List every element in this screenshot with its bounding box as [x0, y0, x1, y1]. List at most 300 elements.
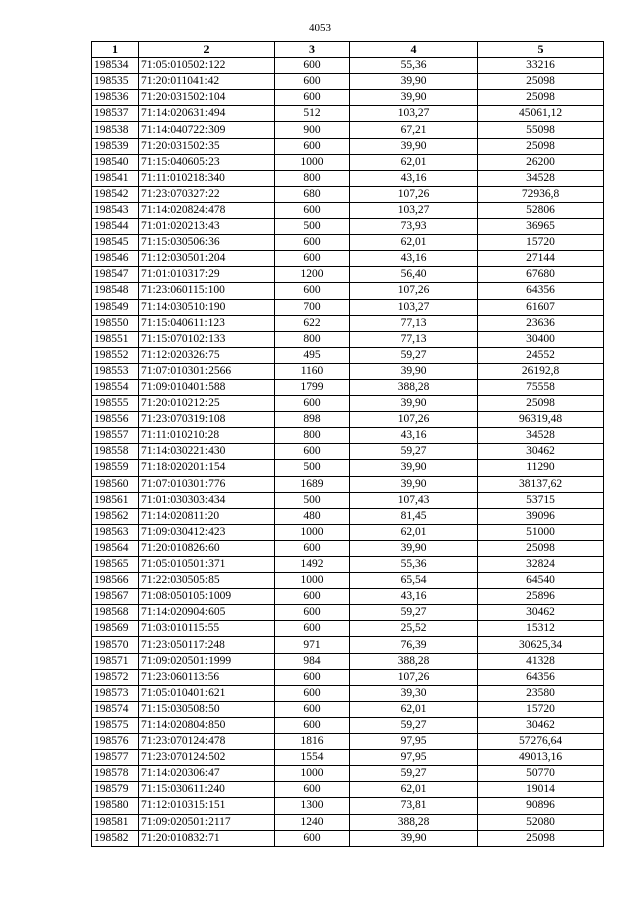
area-cell: 700 — [275, 299, 350, 315]
area-cell: 1300 — [275, 798, 350, 814]
table-row — [92, 782, 604, 798]
area-cell: 680 — [275, 186, 350, 202]
row-number-cell: 198556 — [92, 412, 139, 428]
cadastral-number-cell: 71:18:020201:154 — [139, 460, 275, 476]
area-cell: 600 — [275, 701, 350, 717]
row-number-cell: 198534 — [92, 58, 139, 74]
value-cell: 72936,8 — [478, 186, 604, 202]
cadastral-number-cell: 71:09:020501:2117 — [139, 814, 275, 830]
row-number-cell: 198555 — [92, 396, 139, 412]
cadastral-number-cell: 71:23:060115:100 — [139, 283, 275, 299]
table-row — [92, 299, 604, 315]
rate-cell: 107,26 — [350, 669, 478, 685]
row-number-cell: 198548 — [92, 283, 139, 299]
table-row — [92, 170, 604, 186]
rate-cell: 107,43 — [350, 492, 478, 508]
area-cell: 480 — [275, 508, 350, 524]
table-row — [92, 573, 604, 589]
table-row — [92, 798, 604, 814]
area-cell: 600 — [275, 621, 350, 637]
area-cell: 600 — [275, 605, 350, 621]
row-number-cell: 198552 — [92, 347, 139, 363]
area-cell: 1000 — [275, 573, 350, 589]
value-cell: 50770 — [478, 766, 604, 782]
row-number-cell: 198571 — [92, 653, 139, 669]
row-number-cell: 198558 — [92, 444, 139, 460]
area-cell: 600 — [275, 685, 350, 701]
table-row — [92, 830, 604, 846]
table-row — [92, 444, 604, 460]
value-cell: 30400 — [478, 331, 604, 347]
row-number-cell: 198557 — [92, 428, 139, 444]
value-cell: 19014 — [478, 782, 604, 798]
row-number-cell: 198560 — [92, 476, 139, 492]
value-cell: 96319,48 — [478, 412, 604, 428]
register-table — [91, 41, 604, 847]
table-row — [92, 621, 604, 637]
table-row — [92, 717, 604, 733]
cadastral-number-cell: 71:23:050117:248 — [139, 637, 275, 653]
rate-cell: 65,54 — [350, 573, 478, 589]
value-cell: 23636 — [478, 315, 604, 331]
rate-cell: 62,01 — [350, 782, 478, 798]
cadastral-number-cell: 71:14:040722:309 — [139, 122, 275, 138]
row-number-cell: 198578 — [92, 766, 139, 782]
table-row — [92, 219, 604, 235]
cadastral-number-cell: 71:15:030508:50 — [139, 701, 275, 717]
table-row — [92, 251, 604, 267]
cadastral-number-cell: 71:15:040605:23 — [139, 154, 275, 170]
rate-cell: 59,27 — [350, 766, 478, 782]
area-cell: 1816 — [275, 734, 350, 750]
table-row — [92, 685, 604, 701]
cadastral-number-cell: 71:05:010501:371 — [139, 557, 275, 573]
value-cell: 64356 — [478, 283, 604, 299]
table-row — [92, 379, 604, 395]
cadastral-number-cell: 71:15:030506:36 — [139, 235, 275, 251]
value-cell: 15720 — [478, 701, 604, 717]
cadastral-number-cell: 71:14:020306:47 — [139, 766, 275, 782]
rate-cell: 103,27 — [350, 106, 478, 122]
rate-cell: 59,27 — [350, 605, 478, 621]
column-header-3: 3 — [275, 42, 350, 58]
column-header-2: 2 — [139, 42, 275, 58]
row-number-cell: 198564 — [92, 540, 139, 556]
value-cell: 25098 — [478, 74, 604, 90]
row-number-cell: 198579 — [92, 782, 139, 798]
cadastral-number-cell: 71:14:020904:605 — [139, 605, 275, 621]
value-cell: 34528 — [478, 170, 604, 186]
rate-cell: 39,90 — [350, 74, 478, 90]
cadastral-number-cell: 71:01:030303:434 — [139, 492, 275, 508]
value-cell: 30462 — [478, 444, 604, 460]
table-row — [92, 283, 604, 299]
area-cell: 500 — [275, 219, 350, 235]
cadastral-number-cell: 71:14:020824:478 — [139, 202, 275, 218]
row-number-cell: 198581 — [92, 814, 139, 830]
area-cell: 600 — [275, 830, 350, 846]
area-cell: 600 — [275, 396, 350, 412]
row-number-cell: 198573 — [92, 685, 139, 701]
value-cell: 52806 — [478, 202, 604, 218]
rate-cell: 55,36 — [350, 58, 478, 74]
cadastral-number-cell: 71:15:040611:123 — [139, 315, 275, 331]
value-cell: 55098 — [478, 122, 604, 138]
cadastral-number-cell: 71:20:010212:25 — [139, 396, 275, 412]
cadastral-number-cell: 71:23:070327:22 — [139, 186, 275, 202]
rate-cell: 107,26 — [350, 186, 478, 202]
area-cell: 600 — [275, 540, 350, 556]
value-cell: 27144 — [478, 251, 604, 267]
rate-cell: 39,90 — [350, 830, 478, 846]
row-number-cell: 198562 — [92, 508, 139, 524]
row-number-cell: 198550 — [92, 315, 139, 331]
table-row — [92, 138, 604, 154]
row-number-cell: 198543 — [92, 202, 139, 218]
row-number-cell: 198540 — [92, 154, 139, 170]
area-cell: 1160 — [275, 363, 350, 379]
cadastral-number-cell: 71:07:010301:2566 — [139, 363, 275, 379]
row-number-cell: 198563 — [92, 524, 139, 540]
area-cell: 800 — [275, 170, 350, 186]
rate-cell: 62,01 — [350, 154, 478, 170]
rate-cell: 25,52 — [350, 621, 478, 637]
cadastral-number-cell: 71:23:070124:502 — [139, 750, 275, 766]
rate-cell: 59,27 — [350, 717, 478, 733]
table-body — [92, 58, 604, 847]
rate-cell: 388,28 — [350, 653, 478, 669]
table-row — [92, 734, 604, 750]
table-row — [92, 653, 604, 669]
row-number-cell: 198549 — [92, 299, 139, 315]
cadastral-number-cell: 71:20:031502:35 — [139, 138, 275, 154]
rate-cell: 43,16 — [350, 170, 478, 186]
rate-cell: 107,26 — [350, 412, 478, 428]
cadastral-number-cell: 71:14:020631:494 — [139, 106, 275, 122]
rate-cell: 39,90 — [350, 90, 478, 106]
area-cell: 1000 — [275, 524, 350, 540]
table-row — [92, 412, 604, 428]
rate-cell: 62,01 — [350, 701, 478, 717]
value-cell: 52080 — [478, 814, 604, 830]
value-cell: 11290 — [478, 460, 604, 476]
row-number-cell: 198547 — [92, 267, 139, 283]
rate-cell: 43,16 — [350, 251, 478, 267]
column-header-4: 4 — [350, 42, 478, 58]
value-cell: 33216 — [478, 58, 604, 74]
value-cell: 57276,64 — [478, 734, 604, 750]
cadastral-number-cell: 71:15:030611:240 — [139, 782, 275, 798]
value-cell: 15312 — [478, 621, 604, 637]
row-number-cell: 198580 — [92, 798, 139, 814]
area-cell: 600 — [275, 669, 350, 685]
area-cell: 600 — [275, 58, 350, 74]
cadastral-number-cell: 71:14:030510:190 — [139, 299, 275, 315]
row-number-cell: 198544 — [92, 219, 139, 235]
table-row — [92, 605, 604, 621]
value-cell: 26192,8 — [478, 363, 604, 379]
rate-cell: 67,21 — [350, 122, 478, 138]
value-cell: 75558 — [478, 379, 604, 395]
area-cell: 600 — [275, 589, 350, 605]
value-cell: 45061,12 — [478, 106, 604, 122]
value-cell: 25098 — [478, 396, 604, 412]
rate-cell: 39,30 — [350, 685, 478, 701]
table-row — [92, 637, 604, 653]
area-cell: 971 — [275, 637, 350, 653]
row-number-cell: 198539 — [92, 138, 139, 154]
rate-cell: 103,27 — [350, 202, 478, 218]
rate-cell: 388,28 — [350, 379, 478, 395]
rate-cell: 39,90 — [350, 476, 478, 492]
area-cell: 1799 — [275, 379, 350, 395]
cadastral-number-cell: 71:23:070124:478 — [139, 734, 275, 750]
value-cell: 30462 — [478, 717, 604, 733]
rate-cell: 39,90 — [350, 540, 478, 556]
area-cell: 600 — [275, 717, 350, 733]
cadastral-number-cell: 71:03:010115:55 — [139, 621, 275, 637]
cadastral-number-cell: 71:11:010210:28 — [139, 428, 275, 444]
value-cell: 24552 — [478, 347, 604, 363]
row-number-cell: 198582 — [92, 830, 139, 846]
value-cell: 39096 — [478, 508, 604, 524]
area-cell: 600 — [275, 202, 350, 218]
table-row — [92, 186, 604, 202]
table-row — [92, 396, 604, 412]
cadastral-number-cell: 71:12:020326:75 — [139, 347, 275, 363]
cadastral-number-cell: 71:01:020213:43 — [139, 219, 275, 235]
value-cell: 53715 — [478, 492, 604, 508]
area-cell: 500 — [275, 460, 350, 476]
area-cell: 1240 — [275, 814, 350, 830]
area-cell: 898 — [275, 412, 350, 428]
area-cell: 1492 — [275, 557, 350, 573]
cadastral-number-cell: 71:20:031502:104 — [139, 90, 275, 106]
row-number-cell: 198538 — [92, 122, 139, 138]
table-row — [92, 154, 604, 170]
value-cell: 36965 — [478, 219, 604, 235]
value-cell: 25098 — [478, 90, 604, 106]
header-row — [92, 42, 604, 58]
area-cell: 622 — [275, 315, 350, 331]
rate-cell: 39,90 — [350, 460, 478, 476]
row-number-cell: 198576 — [92, 734, 139, 750]
rate-cell: 103,27 — [350, 299, 478, 315]
row-number-cell: 198545 — [92, 235, 139, 251]
cadastral-number-cell: 71:08:050105:1009 — [139, 589, 275, 605]
table-row — [92, 331, 604, 347]
rate-cell: 59,27 — [350, 444, 478, 460]
value-cell: 26200 — [478, 154, 604, 170]
value-cell: 64540 — [478, 573, 604, 589]
rate-cell: 62,01 — [350, 235, 478, 251]
rate-cell: 77,13 — [350, 331, 478, 347]
row-number-cell: 198553 — [92, 363, 139, 379]
value-cell: 61607 — [478, 299, 604, 315]
rate-cell: 76,39 — [350, 637, 478, 653]
rate-cell: 81,45 — [350, 508, 478, 524]
row-number-cell: 198568 — [92, 605, 139, 621]
area-cell: 600 — [275, 251, 350, 267]
table-row — [92, 814, 604, 830]
table-row — [92, 74, 604, 90]
cadastral-number-cell: 71:22:030505:85 — [139, 573, 275, 589]
rate-cell: 39,90 — [350, 396, 478, 412]
row-number-cell: 198542 — [92, 186, 139, 202]
value-cell: 30625,34 — [478, 637, 604, 653]
table-row — [92, 669, 604, 685]
table-row — [92, 766, 604, 782]
area-cell: 500 — [275, 492, 350, 508]
rate-cell: 73,81 — [350, 798, 478, 814]
table-row — [92, 235, 604, 251]
value-cell: 90896 — [478, 798, 604, 814]
table-row — [92, 122, 604, 138]
table-row — [92, 557, 604, 573]
value-cell: 25098 — [478, 830, 604, 846]
rate-cell: 59,27 — [350, 347, 478, 363]
area-cell: 1554 — [275, 750, 350, 766]
cadastral-number-cell: 71:15:070102:133 — [139, 331, 275, 347]
rate-cell: 43,16 — [350, 428, 478, 444]
area-cell: 512 — [275, 106, 350, 122]
row-number-cell: 198567 — [92, 589, 139, 605]
value-cell: 25896 — [478, 589, 604, 605]
area-cell: 600 — [275, 74, 350, 90]
cadastral-number-cell: 71:20:011041:42 — [139, 74, 275, 90]
area-cell: 600 — [275, 90, 350, 106]
rate-cell: 62,01 — [350, 524, 478, 540]
row-number-cell: 198541 — [92, 170, 139, 186]
value-cell: 64356 — [478, 669, 604, 685]
table-row — [92, 524, 604, 540]
row-number-cell: 198551 — [92, 331, 139, 347]
area-cell: 984 — [275, 653, 350, 669]
area-cell: 600 — [275, 782, 350, 798]
rate-cell: 97,95 — [350, 750, 478, 766]
table-row — [92, 540, 604, 556]
table-header — [92, 42, 604, 58]
value-cell: 15720 — [478, 235, 604, 251]
table-row — [92, 202, 604, 218]
table-row — [92, 267, 604, 283]
value-cell: 49013,16 — [478, 750, 604, 766]
row-number-cell: 198536 — [92, 90, 139, 106]
area-cell: 1689 — [275, 476, 350, 492]
area-cell: 800 — [275, 331, 350, 347]
table-row — [92, 428, 604, 444]
column-header-5: 5 — [478, 42, 604, 58]
cadastral-number-cell: 71:11:010218:340 — [139, 170, 275, 186]
cadastral-number-cell: 71:12:030501:204 — [139, 251, 275, 267]
area-cell: 1000 — [275, 154, 350, 170]
cadastral-number-cell: 71:07:010301:776 — [139, 476, 275, 492]
cadastral-number-cell: 71:05:010502:122 — [139, 58, 275, 74]
table-row — [92, 363, 604, 379]
table-row — [92, 589, 604, 605]
row-number-cell: 198569 — [92, 621, 139, 637]
area-cell: 600 — [275, 138, 350, 154]
table-row — [92, 106, 604, 122]
value-cell: 25098 — [478, 138, 604, 154]
cadastral-number-cell: 71:20:010832:71 — [139, 830, 275, 846]
cadastral-number-cell: 71:05:010401:621 — [139, 685, 275, 701]
row-number-cell: 198575 — [92, 717, 139, 733]
row-number-cell: 198566 — [92, 573, 139, 589]
row-number-cell: 198561 — [92, 492, 139, 508]
value-cell: 67680 — [478, 267, 604, 283]
rate-cell: 39,90 — [350, 138, 478, 154]
table-row — [92, 492, 604, 508]
rate-cell: 97,95 — [350, 734, 478, 750]
table-row — [92, 58, 604, 74]
row-number-cell: 198570 — [92, 637, 139, 653]
area-cell: 495 — [275, 347, 350, 363]
cadastral-number-cell: 71:23:060113:56 — [139, 669, 275, 685]
row-number-cell: 198572 — [92, 669, 139, 685]
value-cell: 41328 — [478, 653, 604, 669]
table-row — [92, 90, 604, 106]
area-cell: 600 — [275, 235, 350, 251]
cadastral-number-cell: 71:14:020804:850 — [139, 717, 275, 733]
table-row — [92, 701, 604, 717]
page-number: 4053 — [309, 22, 331, 34]
rate-cell: 39,90 — [350, 363, 478, 379]
row-number-cell: 198546 — [92, 251, 139, 267]
rate-cell: 55,36 — [350, 557, 478, 573]
row-number-cell: 198537 — [92, 106, 139, 122]
cadastral-number-cell: 71:01:010317:29 — [139, 267, 275, 283]
cadastral-number-cell: 71:09:030412:423 — [139, 524, 275, 540]
rate-cell: 77,13 — [350, 315, 478, 331]
cadastral-number-cell: 71:09:010401:588 — [139, 379, 275, 395]
rate-cell: 73,93 — [350, 219, 478, 235]
table-row — [92, 476, 604, 492]
row-number-cell: 198574 — [92, 701, 139, 717]
area-cell: 600 — [275, 283, 350, 299]
value-cell: 30462 — [478, 605, 604, 621]
area-cell: 1000 — [275, 766, 350, 782]
cadastral-number-cell: 71:14:020811:20 — [139, 508, 275, 524]
column-header-1: 1 — [92, 42, 139, 58]
table-row — [92, 347, 604, 363]
rate-cell: 56,40 — [350, 267, 478, 283]
table-row — [92, 508, 604, 524]
rate-cell: 107,26 — [350, 283, 478, 299]
rate-cell: 43,16 — [350, 589, 478, 605]
row-number-cell: 198565 — [92, 557, 139, 573]
table-row — [92, 750, 604, 766]
cadastral-number-cell: 71:14:030221:430 — [139, 444, 275, 460]
area-cell: 800 — [275, 428, 350, 444]
cadastral-number-cell: 71:09:020501:1999 — [139, 653, 275, 669]
value-cell: 51000 — [478, 524, 604, 540]
area-cell: 900 — [275, 122, 350, 138]
table-row — [92, 315, 604, 331]
value-cell: 25098 — [478, 540, 604, 556]
value-cell: 34528 — [478, 428, 604, 444]
area-cell: 1200 — [275, 267, 350, 283]
cadastral-number-cell: 71:20:010826:60 — [139, 540, 275, 556]
cadastral-number-cell: 71:12:010315:151 — [139, 798, 275, 814]
row-number-cell: 198559 — [92, 460, 139, 476]
area-cell: 600 — [275, 444, 350, 460]
table-row — [92, 460, 604, 476]
row-number-cell: 198577 — [92, 750, 139, 766]
value-cell: 23580 — [478, 685, 604, 701]
value-cell: 32824 — [478, 557, 604, 573]
cadastral-number-cell: 71:23:070319:108 — [139, 412, 275, 428]
